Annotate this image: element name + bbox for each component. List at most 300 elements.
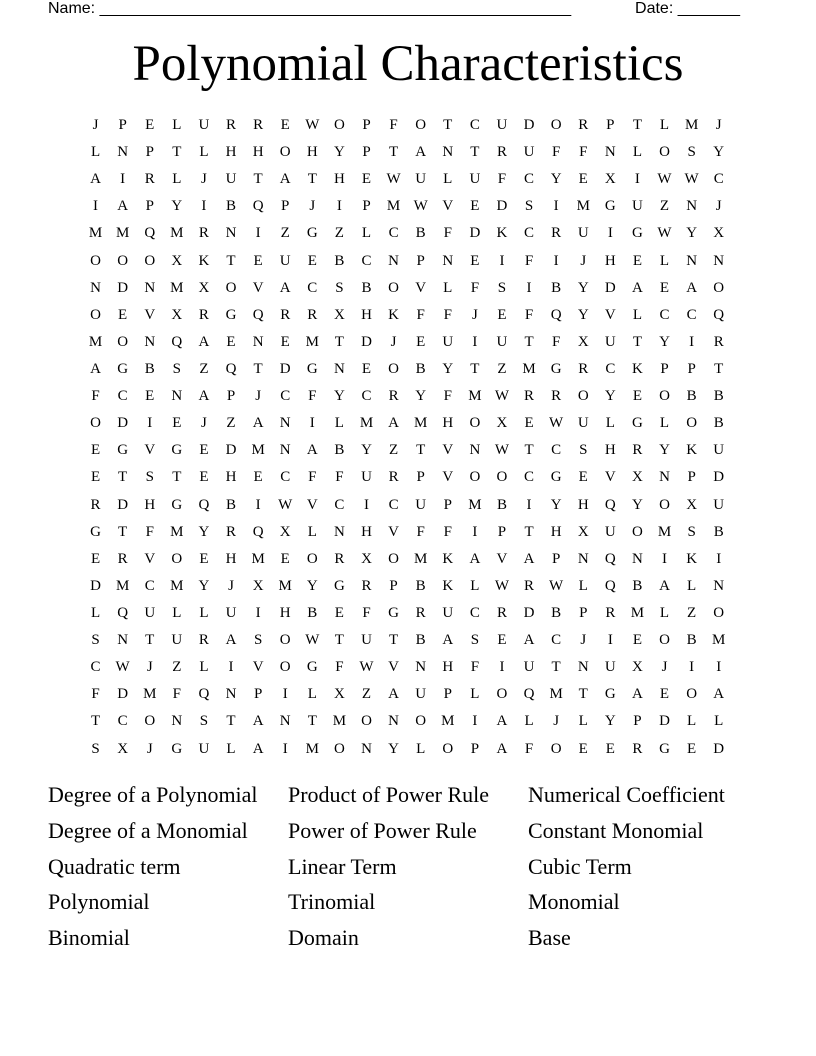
grid-letter[interactable]: S: [172, 360, 181, 377]
grid-letter[interactable]: X: [577, 333, 589, 350]
grid-letter[interactable]: B: [307, 604, 318, 621]
grid-letter[interactable]: N: [415, 659, 427, 676]
grid-letter[interactable]: O: [713, 604, 725, 621]
grid-letter[interactable]: O: [117, 252, 129, 269]
grid-letter[interactable]: C: [605, 360, 616, 377]
grid-letter[interactable]: P: [443, 686, 452, 703]
grid-letter[interactable]: W: [359, 659, 374, 676]
grid-letter[interactable]: M: [115, 577, 130, 594]
grid-letter[interactable]: I: [689, 333, 695, 350]
grid-letter[interactable]: M: [522, 360, 536, 377]
grid-letter[interactable]: N: [388, 713, 399, 730]
grid-letter[interactable]: U: [713, 442, 725, 459]
grid-letter[interactable]: V: [415, 279, 427, 296]
grid-letter[interactable]: O: [90, 306, 101, 323]
grid-letter[interactable]: J: [580, 632, 587, 649]
grid-letter[interactable]: B: [415, 225, 426, 242]
grid-letter[interactable]: D: [225, 442, 237, 459]
grid-letter[interactable]: L: [443, 279, 453, 296]
grid-letter[interactable]: S: [91, 632, 100, 649]
grid-letter[interactable]: T: [118, 469, 128, 486]
grid-letter[interactable]: R: [524, 577, 535, 594]
grid-letter[interactable]: M: [712, 632, 726, 649]
grid-letter[interactable]: F: [443, 225, 452, 242]
grid-letter[interactable]: M: [143, 686, 157, 703]
grid-letter[interactable]: R: [578, 360, 589, 377]
grid-letter[interactable]: F: [443, 306, 452, 323]
grid-letter[interactable]: R: [253, 117, 264, 133]
grid-letter[interactable]: C: [551, 442, 562, 459]
grid-letter[interactable]: Z: [497, 360, 507, 377]
grid-letter[interactable]: Y: [442, 360, 454, 377]
grid-letter[interactable]: T: [632, 117, 642, 133]
grid-letter[interactable]: V: [306, 496, 318, 513]
grid-letter[interactable]: L: [307, 523, 317, 540]
grid-letter[interactable]: N: [361, 740, 372, 757]
grid-letter[interactable]: A: [90, 171, 101, 188]
grid-letter[interactable]: J: [715, 198, 722, 215]
grid-letter[interactable]: A: [90, 360, 101, 377]
grid-letter[interactable]: L: [199, 144, 209, 161]
grid-letter[interactable]: O: [171, 550, 183, 567]
grid-letter[interactable]: M: [88, 225, 103, 242]
grid-letter[interactable]: K: [632, 360, 643, 377]
grid-letter[interactable]: A: [496, 740, 508, 757]
grid-letter[interactable]: I: [336, 198, 342, 215]
grid-letter[interactable]: E: [605, 740, 615, 757]
grid-letter[interactable]: E: [253, 252, 263, 269]
grid-letter[interactable]: T: [416, 442, 426, 459]
grid-letter[interactable]: R: [198, 632, 209, 649]
grid-letter[interactable]: Y: [550, 496, 562, 513]
grid-letter[interactable]: E: [90, 469, 101, 486]
grid-letter[interactable]: C: [144, 577, 155, 594]
grid-letter[interactable]: S: [579, 442, 588, 459]
grid-letter[interactable]: M: [657, 523, 672, 540]
grid-letter[interactable]: C: [280, 469, 291, 486]
grid-letter[interactable]: I: [607, 632, 613, 649]
grid-letter[interactable]: U: [415, 686, 427, 703]
grid-letter[interactable]: X: [171, 306, 183, 323]
grid-letter[interactable]: N: [171, 388, 183, 405]
grid-letter[interactable]: I: [120, 171, 126, 188]
grid-letter[interactable]: U: [604, 659, 616, 676]
grid-letter[interactable]: X: [632, 469, 643, 486]
grid-letter[interactable]: Y: [713, 144, 725, 161]
grid-letter[interactable]: Q: [604, 496, 616, 513]
grid-letter[interactable]: P: [579, 604, 588, 621]
grid-letter[interactable]: O: [469, 469, 481, 486]
grid-letter[interactable]: N: [117, 632, 129, 649]
grid-letter[interactable]: J: [228, 577, 234, 594]
grid-letter[interactable]: C: [686, 306, 697, 323]
grid-letter[interactable]: F: [443, 523, 452, 540]
grid-letter[interactable]: O: [659, 632, 670, 649]
grid-letter[interactable]: Y: [198, 577, 210, 594]
grid-letter[interactable]: A: [415, 144, 427, 161]
grid-letter[interactable]: E: [497, 632, 507, 649]
grid-letter[interactable]: N: [144, 279, 156, 296]
grid-letter[interactable]: L: [470, 577, 480, 594]
grid-letter[interactable]: W: [386, 171, 401, 188]
grid-letter[interactable]: F: [308, 388, 317, 405]
grid-letter[interactable]: E: [416, 333, 426, 350]
grid-letter[interactable]: A: [632, 686, 643, 703]
grid-letter[interactable]: H: [604, 442, 616, 459]
grid-letter[interactable]: R: [524, 388, 535, 405]
grid-letter[interactable]: F: [551, 333, 561, 350]
grid-letter[interactable]: U: [713, 496, 725, 513]
grid-letter[interactable]: T: [551, 659, 561, 676]
grid-letter[interactable]: T: [470, 360, 480, 377]
grid-letter[interactable]: I: [472, 713, 478, 730]
grid-letter[interactable]: Y: [577, 279, 589, 296]
grid-letter[interactable]: T: [714, 360, 724, 377]
grid-letter[interactable]: L: [632, 144, 642, 161]
grid-letter[interactable]: K: [686, 442, 698, 459]
grid-letter[interactable]: V: [442, 469, 454, 486]
grid-letter[interactable]: I: [553, 198, 559, 215]
grid-letter[interactable]: A: [198, 333, 210, 350]
grid-letter[interactable]: N: [659, 469, 670, 486]
grid-letter[interactable]: M: [251, 550, 265, 567]
grid-letter[interactable]: M: [684, 117, 699, 133]
grid-letter[interactable]: G: [632, 225, 643, 242]
grid-letter[interactable]: L: [226, 740, 236, 757]
grid-letter[interactable]: T: [307, 171, 317, 188]
grid-letter[interactable]: N: [279, 713, 291, 730]
grid-letter[interactable]: O: [333, 740, 345, 757]
grid-letter[interactable]: K: [686, 550, 698, 567]
grid-letter[interactable]: F: [551, 144, 561, 161]
grid-letter[interactable]: N: [442, 252, 454, 269]
grid-letter[interactable]: U: [171, 632, 183, 649]
grid-letter[interactable]: G: [604, 198, 616, 215]
grid-letter[interactable]: E: [497, 306, 507, 323]
grid-letter[interactable]: N: [577, 659, 589, 676]
grid-letter[interactable]: O: [225, 279, 237, 296]
grid-letter[interactable]: Y: [333, 144, 345, 161]
grid-letter[interactable]: S: [524, 198, 534, 215]
grid-letter[interactable]: U: [604, 333, 616, 350]
grid-letter[interactable]: Y: [604, 713, 616, 730]
grid-letter[interactable]: G: [659, 740, 670, 757]
grid-letter[interactable]: G: [306, 360, 318, 377]
grid-letter[interactable]: B: [713, 388, 724, 405]
grid-letter[interactable]: X: [686, 496, 698, 513]
grid-letter[interactable]: L: [416, 740, 426, 757]
grid-letter[interactable]: O: [90, 415, 101, 432]
grid-letter[interactable]: L: [687, 713, 697, 730]
grid-letter[interactable]: T: [253, 171, 263, 188]
grid-letter[interactable]: T: [632, 333, 642, 350]
grid-letter[interactable]: U: [279, 252, 291, 269]
grid-letter[interactable]: A: [198, 388, 210, 405]
grid-letter[interactable]: Q: [713, 306, 725, 323]
grid-letter[interactable]: H: [144, 496, 156, 513]
grid-letter[interactable]: L: [470, 686, 480, 703]
grid-letter[interactable]: T: [253, 360, 263, 377]
grid-letter[interactable]: L: [659, 604, 670, 621]
grid-letter[interactable]: P: [253, 686, 263, 703]
grid-letter[interactable]: T: [90, 713, 101, 730]
grid-letter[interactable]: H: [550, 523, 562, 540]
grid-letter[interactable]: V: [604, 469, 616, 486]
grid-letter[interactable]: J: [553, 713, 560, 730]
grid-letter[interactable]: A: [686, 279, 698, 296]
grid-letter[interactable]: O: [144, 252, 156, 269]
grid-letter[interactable]: Y: [577, 306, 589, 323]
grid-letter[interactable]: P: [145, 198, 154, 215]
grid-letter[interactable]: U: [415, 171, 427, 188]
grid-letter[interactable]: C: [361, 252, 372, 269]
grid-letter[interactable]: T: [443, 117, 453, 133]
grid-letter[interactable]: I: [93, 198, 99, 215]
grid-letter[interactable]: Q: [252, 198, 264, 215]
grid-letter[interactable]: R: [198, 306, 209, 323]
grid-letter[interactable]: A: [659, 577, 670, 594]
grid-letter[interactable]: Q: [198, 496, 210, 513]
grid-letter[interactable]: M: [278, 577, 292, 594]
grid-letter[interactable]: Y: [361, 442, 372, 459]
grid-letter[interactable]: T: [578, 686, 588, 703]
grid-letter[interactable]: A: [252, 740, 264, 757]
grid-letter[interactable]: V: [144, 550, 156, 567]
grid-letter[interactable]: J: [255, 388, 262, 405]
grid-letter[interactable]: I: [526, 279, 532, 296]
grid-letter[interactable]: T: [388, 144, 399, 161]
grid-letter[interactable]: G: [171, 496, 183, 513]
grid-letter[interactable]: B: [226, 496, 237, 513]
grid-letter[interactable]: X: [361, 550, 372, 567]
grid-letter[interactable]: N: [171, 713, 183, 730]
grid-letter[interactable]: E: [199, 550, 209, 567]
grid-letter[interactable]: T: [145, 632, 155, 649]
grid-letter[interactable]: W: [657, 225, 672, 242]
grid-letter[interactable]: T: [172, 144, 182, 161]
grid-letter[interactable]: T: [334, 632, 344, 649]
grid-letter[interactable]: P: [118, 117, 127, 133]
grid-letter[interactable]: H: [306, 144, 318, 161]
grid-letter[interactable]: Q: [117, 604, 129, 621]
grid-letter[interactable]: L: [172, 117, 182, 133]
grid-letter[interactable]: C: [117, 713, 128, 730]
grid-letter[interactable]: B: [361, 279, 372, 296]
grid-letter[interactable]: Z: [659, 198, 670, 215]
grid-letter[interactable]: X: [279, 523, 291, 540]
grid-letter[interactable]: L: [578, 577, 588, 594]
grid-letter[interactable]: T: [334, 333, 344, 350]
grid-letter[interactable]: M: [170, 279, 184, 296]
grid-letter[interactable]: F: [335, 469, 344, 486]
grid-letter[interactable]: M: [576, 198, 590, 215]
grid-letter[interactable]: S: [145, 469, 154, 486]
grid-letter[interactable]: E: [307, 252, 317, 269]
grid-letter[interactable]: E: [632, 632, 642, 649]
grid-letter[interactable]: I: [147, 415, 153, 432]
grid-letter[interactable]: T: [226, 713, 236, 730]
grid-letter[interactable]: B: [496, 496, 507, 513]
grid-letter[interactable]: Q: [144, 225, 156, 242]
grid-letter[interactable]: W: [684, 171, 699, 188]
grid-letter[interactable]: O: [388, 279, 399, 296]
grid-letter[interactable]: Z: [334, 225, 344, 242]
grid-letter[interactable]: A: [279, 171, 291, 188]
grid-letter[interactable]: E: [687, 740, 697, 757]
grid-letter[interactable]: C: [524, 225, 535, 242]
grid-letter[interactable]: S: [335, 279, 344, 296]
grid-letter[interactable]: W: [305, 632, 320, 649]
grid-letter[interactable]: I: [499, 252, 505, 269]
grid-letter[interactable]: E: [578, 740, 588, 757]
grid-letter[interactable]: L: [199, 659, 209, 676]
grid-letter[interactable]: M: [170, 523, 184, 540]
grid-letter[interactable]: H: [333, 171, 345, 188]
grid-letter[interactable]: A: [523, 550, 535, 567]
grid-letter[interactable]: C: [388, 496, 399, 513]
grid-letter[interactable]: N: [442, 144, 454, 161]
grid-letter[interactable]: J: [471, 306, 478, 323]
grid-letter[interactable]: P: [687, 360, 696, 377]
grid-letter[interactable]: X: [333, 686, 345, 703]
grid-letter[interactable]: O: [117, 333, 129, 350]
grid-letter[interactable]: G: [306, 225, 318, 242]
grid-letter[interactable]: U: [577, 225, 589, 242]
grid-letter[interactable]: N: [686, 252, 698, 269]
grid-letter[interactable]: A: [117, 198, 129, 215]
grid-letter[interactable]: N: [713, 577, 725, 594]
grid-letter[interactable]: P: [606, 117, 615, 133]
grid-letter[interactable]: G: [333, 577, 345, 594]
grid-letter[interactable]: D: [117, 686, 129, 703]
grid-letter[interactable]: O: [144, 713, 156, 730]
grid-letter[interactable]: F: [172, 686, 181, 703]
grid-letter[interactable]: U: [225, 604, 237, 621]
grid-letter[interactable]: V: [604, 306, 616, 323]
grid-letter[interactable]: E: [280, 333, 290, 350]
grid-letter[interactable]: L: [90, 144, 101, 161]
grid-letter[interactable]: C: [713, 171, 724, 188]
grid-letter[interactable]: P: [145, 144, 154, 161]
grid-letter[interactable]: G: [604, 686, 616, 703]
grid-letter[interactable]: O: [415, 713, 427, 730]
grid-letter[interactable]: K: [496, 225, 508, 242]
grid-letter[interactable]: O: [550, 117, 562, 133]
grid-letter[interactable]: E: [659, 279, 670, 296]
grid-letter[interactable]: Y: [306, 577, 318, 594]
grid-letter[interactable]: F: [524, 740, 534, 757]
grid-letter[interactable]: D: [523, 117, 535, 133]
grid-letter[interactable]: R: [388, 388, 399, 405]
grid-letter[interactable]: X: [171, 252, 183, 269]
grid-letter[interactable]: E: [659, 686, 670, 703]
grid-letter[interactable]: O: [496, 469, 508, 486]
grid-letter[interactable]: L: [578, 713, 588, 730]
grid-letter[interactable]: X: [577, 523, 589, 540]
grid-letter[interactable]: F: [470, 279, 480, 296]
grid-letter[interactable]: B: [551, 279, 562, 296]
grid-letter[interactable]: B: [713, 415, 724, 432]
grid-letter[interactable]: C: [469, 604, 480, 621]
grid-letter[interactable]: B: [686, 632, 697, 649]
grid-letter[interactable]: G: [117, 360, 129, 377]
grid-letter[interactable]: S: [497, 279, 507, 296]
grid-letter[interactable]: C: [334, 496, 345, 513]
grid-letter[interactable]: U: [442, 604, 454, 621]
grid-letter[interactable]: Q: [604, 550, 616, 567]
grid-letter[interactable]: B: [632, 577, 643, 594]
grid-letter[interactable]: B: [713, 523, 724, 540]
grid-letter[interactable]: U: [198, 117, 210, 133]
grid-letter[interactable]: L: [172, 171, 182, 188]
grid-letter[interactable]: C: [361, 388, 372, 405]
grid-letter[interactable]: K: [442, 550, 454, 567]
grid-letter[interactable]: V: [252, 279, 264, 296]
grid-letter[interactable]: P: [660, 360, 669, 377]
grid-letter[interactable]: R: [280, 306, 291, 323]
grid-letter[interactable]: Q: [604, 577, 616, 594]
grid-letter[interactable]: U: [361, 632, 372, 649]
grid-letter[interactable]: I: [255, 496, 261, 513]
grid-letter[interactable]: Y: [659, 333, 670, 350]
grid-letter[interactable]: T: [524, 442, 534, 459]
grid-letter[interactable]: Y: [333, 388, 345, 405]
grid-letter[interactable]: I: [634, 171, 640, 188]
grid-letter[interactable]: H: [361, 306, 372, 323]
grid-letter[interactable]: F: [524, 306, 534, 323]
grid-letter[interactable]: R: [334, 550, 345, 567]
grid-letter[interactable]: Z: [388, 442, 399, 459]
grid-letter[interactable]: E: [90, 550, 101, 567]
grid-letter[interactable]: L: [443, 171, 453, 188]
grid-letter[interactable]: M: [468, 388, 482, 405]
grid-letter[interactable]: V: [442, 198, 454, 215]
grid-letter[interactable]: R: [496, 144, 507, 161]
grid-letter[interactable]: A: [632, 279, 643, 296]
grid-letter[interactable]: G: [550, 360, 562, 377]
grid-letter[interactable]: O: [550, 740, 562, 757]
grid-letter[interactable]: P: [416, 252, 425, 269]
grid-letter[interactable]: F: [91, 388, 100, 405]
grid-letter[interactable]: H: [442, 659, 454, 676]
grid-letter[interactable]: N: [90, 279, 101, 296]
grid-letter[interactable]: R: [388, 469, 399, 486]
grid-letter[interactable]: D: [604, 279, 616, 296]
grid-letter[interactable]: F: [362, 604, 371, 621]
grid-letter[interactable]: L: [632, 306, 642, 323]
grid-letter[interactable]: N: [388, 252, 399, 269]
grid-letter[interactable]: O: [713, 279, 725, 296]
grid-letter[interactable]: F: [335, 659, 344, 676]
grid-letter[interactable]: A: [252, 713, 264, 730]
grid-letter[interactable]: Y: [198, 523, 210, 540]
grid-letter[interactable]: M: [170, 225, 184, 242]
grid-letter[interactable]: K: [388, 306, 399, 323]
grid-letter[interactable]: P: [362, 198, 371, 215]
grid-letter[interactable]: J: [146, 659, 153, 676]
grid-letter[interactable]: R: [605, 604, 616, 621]
grid-letter[interactable]: L: [334, 415, 344, 432]
grid-letter[interactable]: V: [388, 523, 399, 540]
grid-letter[interactable]: R: [307, 306, 318, 323]
grid-letter[interactable]: H: [361, 523, 372, 540]
grid-letter[interactable]: M: [386, 198, 401, 215]
grid-letter[interactable]: Z: [280, 225, 290, 242]
grid-letter[interactable]: A: [523, 632, 535, 649]
grid-letter[interactable]: X: [604, 171, 616, 188]
grid-letter[interactable]: N: [632, 550, 643, 567]
grid-letter[interactable]: T: [524, 523, 534, 540]
